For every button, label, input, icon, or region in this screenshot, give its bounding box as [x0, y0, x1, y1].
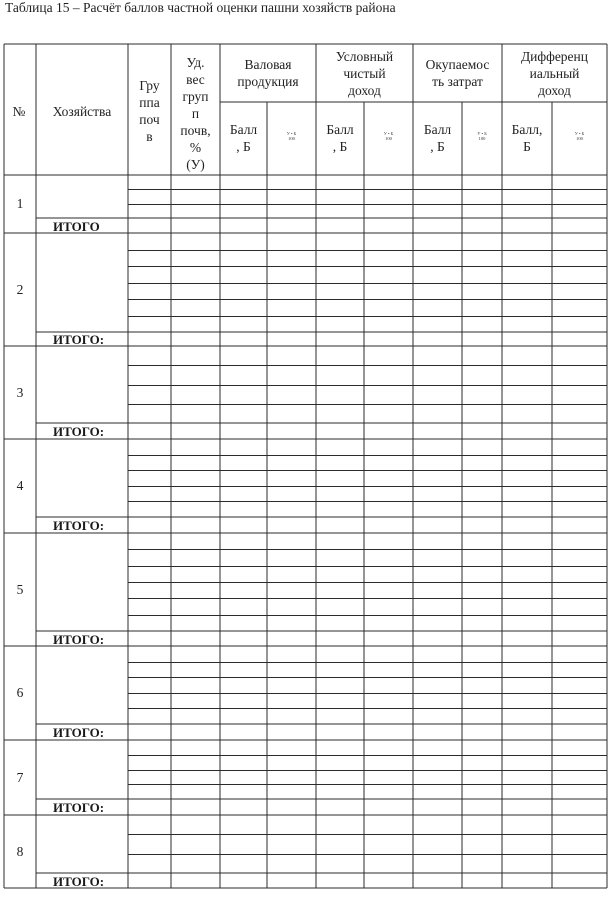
group-number: 7 [16, 769, 24, 785]
header-differential-income: Дифференц иальный доход [520, 48, 589, 98]
group-number: 5 [16, 581, 24, 597]
header-payback: Окупаемос ть затрат [425, 57, 490, 89]
header-ball-net: Балл , Б [326, 122, 354, 154]
header-gross-production: Валовая продукция [237, 57, 299, 89]
header-ball-gross: Балл , Б [229, 122, 258, 154]
header-formula-gross: У • Б 100 [286, 131, 297, 141]
total-label: ИТОГО [53, 218, 100, 234]
header-formula-net: У • Б 100 [383, 131, 394, 141]
header-ball-payback: Балл , Б [423, 122, 452, 154]
header-share: Уд. вес груп п почв, % (У) [180, 54, 211, 172]
group-number: 6 [16, 685, 24, 700]
table-caption: Таблица 15 – Расчёт баллов частной оценки пашни хозяйств района [5, 0, 396, 15]
header-ball-diff: Балл, Б [511, 122, 543, 154]
total-label: ИТОГО: [53, 725, 105, 740]
group-number: 2 [16, 281, 24, 297]
header-formula-payback: У • Б 100 [477, 131, 487, 141]
header-formula-diff: У • Б 100 [574, 131, 585, 141]
total-label: ИТОГО: [53, 631, 105, 647]
group-number: 1 [16, 196, 24, 211]
total-label: ИТОГО: [53, 800, 105, 815]
group-number: 4 [16, 478, 24, 493]
total-label: ИТОГО: [53, 873, 105, 889]
header-soil-group: Гру ппа поч в [139, 78, 160, 144]
header-net-income: Условный чистый доход [335, 48, 394, 98]
total-label: ИТОГО: [53, 332, 105, 347]
total-label: ИТОГО: [53, 424, 105, 439]
header-farm: Хозяйства [52, 103, 112, 119]
total-label: ИТОГО: [53, 518, 105, 533]
header-num: № [12, 103, 26, 119]
group-number: 8 [16, 843, 24, 859]
group-number: 3 [16, 384, 24, 400]
